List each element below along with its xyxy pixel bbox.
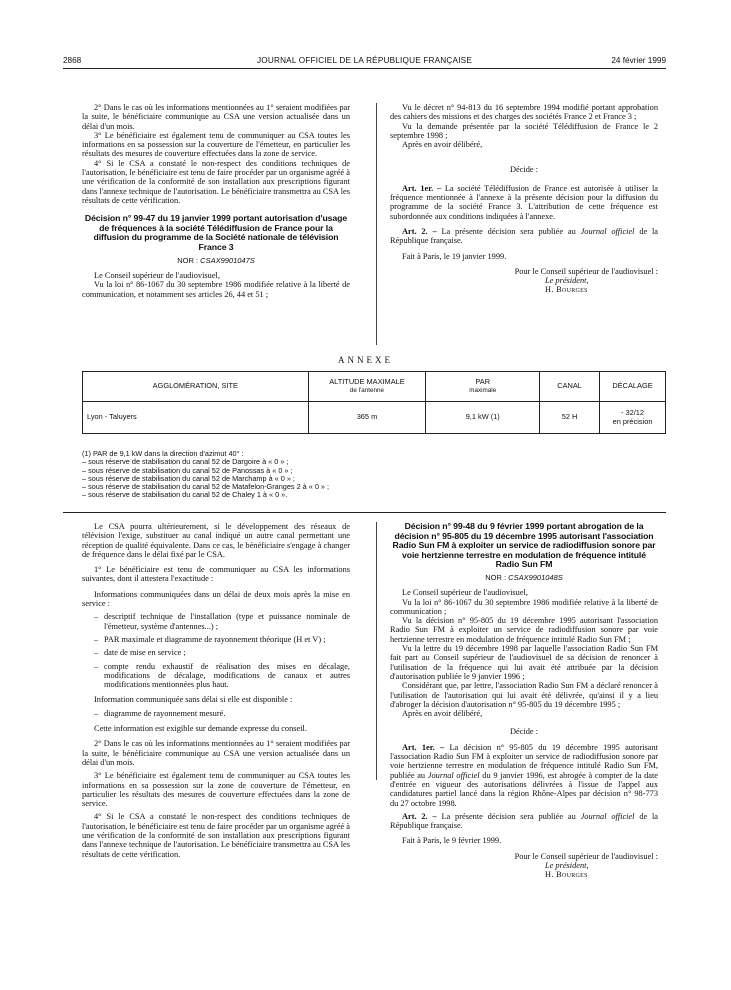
bottom-left-column (82, 522, 350, 859)
column-header: DÉCALAGE (600, 372, 666, 402)
par-cell: 9,1 kW (1) (426, 402, 540, 434)
decision-title: Décision n° 99-47 du 19 janvier 1999 portant autorisation d'usage de fréquences à la société Télédiffusion de France pour la diffusion du programme de la Société nationale de télévision France 3 (84, 213, 348, 253)
list-item: – diagramme de rayonnement mesuré. (94, 709, 350, 718)
column-header: AGGLOMÉRATION, SITE (83, 372, 309, 402)
signature-council: Pour le Conseil supérieur de l'audiovisuel : (514, 266, 658, 276)
column-header: ALTITUDE MAXIMALE de l'antenne (308, 372, 426, 402)
signatory-name: H. Bourges (545, 870, 588, 880)
done-at: Fait à Paris, le 19 janvier 1999. (402, 251, 507, 261)
article-label: Art. 2. – (402, 226, 437, 236)
note-line: – sous réserve de stabilisation du canal 52 de Marchamp à « 0 » ; (82, 473, 295, 483)
canal-cell: 52 H (540, 402, 600, 434)
journal-name: Journal officiel (427, 770, 480, 780)
article-text: La présente décision sera publiée au (441, 811, 576, 821)
top-left-column (82, 103, 350, 299)
note-line: – sous réserve de stabilisation du canal 52 de Matafelon-Granges 2 à « 0 » ; (82, 482, 330, 492)
article-2 (390, 812, 658, 831)
paragraph: Vu la demande présentée par la société Télédiffusion de France le 2 septembre 1998 ; (390, 121, 658, 140)
header-rule (63, 68, 666, 69)
paragraph: 4° Si le CSA a constaté le non-respect des conditions techniques de l'autorisation, le bénéficiaire est tenu de faire procéder par un organisme agréé à une vérification de la conformité de son installation aux prescriptions figurant dans l'annexe technique de l'autorisation. Le bénéficiaire transmettra au CSA les résultats de cette vérification. (82, 158, 350, 205)
list-item: – PAR maximale et diagramme de rayonnement théorique (H et V) ; (94, 635, 350, 644)
article-label: Art. 1er. – (402, 183, 442, 193)
info-list (94, 612, 350, 689)
paragraph: Vu la loi n° 86-1067 du 30 septembre 1986 modifiée relative à la liberté de communication ; (390, 597, 658, 616)
signature-title (390, 276, 658, 285)
decide-heading: Décide : (509, 165, 539, 175)
column-header: CANAL (540, 372, 600, 402)
issue-date: 24 février 1999 (611, 56, 666, 65)
signature-title (390, 861, 658, 870)
paragraph: Cette information est exigible sur demande expresse du conseil. (94, 724, 307, 734)
column-divider (376, 103, 377, 345)
annex-notes (82, 450, 329, 500)
article-1 (390, 184, 658, 221)
column-header: PAR maximale (426, 372, 540, 402)
article-2 (390, 227, 658, 246)
president-label: Le président, (545, 276, 589, 286)
site-cell: Lyon - Taluyers (83, 402, 309, 434)
paragraph: Information communiquée sans délai si elle est disponible : (94, 695, 293, 705)
paragraph: Considérant que, par lettre, l'association Radio Sun FM a déclaré renoncer à l'utilisation de l'autorisation qui lui avait été délivrée, qu'ainsi il y a lieu d'abroger la décision d'autorisation n° 95-805 du 19 décembre 1995 ; (390, 681, 658, 709)
decalage-cell: - 32/12 en précision (600, 402, 666, 434)
decide-heading: Décide : (509, 727, 539, 737)
paragraph: 3° Le bénéficiaire est également tenu de communiquer au CSA toutes les informations en sa possession sur la couverture de l'émetteur, en particulier les résultats des mesures de couverture effectuées dans la zone de service. (82, 130, 350, 159)
note-line: – sous réserve de stabilisation du canal 52 de Panossas à « 0 » ; (82, 465, 293, 475)
paragraph: Vu la décision n° 95-805 du 19 décembre 1995 autorisant l'association Radio Sun FM à exploiter un service de radiodiffusion sonore par voie hertzienne terrestre en modulation de fréquence intitulé Radio Sun FM ; (390, 616, 658, 644)
info-list (94, 709, 350, 718)
done-at: Fait à Paris, le 9 février 1999. (402, 836, 502, 846)
paragraph: 3° Le bénéficiaire est également tenu de communiquer au CSA toutes les informations en sa possession sur la zone de couverture de l'émetteur, en particulier les résultats des mesures de couverture effectuées dans la zone de service. (82, 771, 350, 809)
paragraph: Vu le décret n° 94-813 du 16 septembre 1994 modifié portant approbation des cahiers des missions et des charges des sociétés France 2 et France 3 ; (390, 103, 658, 122)
altitude-cell: 365 m (308, 402, 426, 434)
list-item: – compte rendu exhaustif de réalisation des mises en décalage, modifications de décalage, modifications de canaux et autres modifications mentionnées plus haut. (94, 662, 350, 690)
article-1 (390, 743, 658, 808)
section-rule (63, 512, 666, 513)
note-line: (1) PAR de 9,1 kW dans la direction d'azimut 40° : (82, 449, 244, 458)
top-right-column (390, 103, 658, 295)
note-line: – sous réserve de stabilisation du canal 52 de Dargoire à « 0 » ; (82, 457, 289, 467)
article-text: La société Télédiffusion de France est autorisée à utiliser la fréquence mentionnée à l'annexe à la présente décision pour la diffusion du programme de la société France 3. L'attribution de cette fréquence est subordonnée aux conditions indiquées à l'annexe. (390, 183, 658, 221)
paragraph: Le CSA pourra ultérieurement, si le développement des réseaux de télévision l'exige, substituer au canal indiqué un autre canal permettant une réception de qualité équivalente. Dans ce cas, le bénéficiaire s'engage à changer de fréquence dans le délai fixé par le CSA. (82, 522, 350, 559)
paragraph: Vu la loi n° 86-1067 du 30 septembre 1986 modifiée relative à la liberté de communication, et notamment ses articles 26, 44 et 51 ; (82, 280, 350, 299)
nor-label: NOR : (485, 572, 507, 582)
journal-title: JOURNAL OFFICIEL DE LA RÉPUBLIQUE FRANÇAISE (256, 56, 472, 65)
article-text: La présente décision sera publiée au (441, 226, 576, 236)
page-number: 2868 (63, 56, 82, 65)
decision-title: Décision n° 99-48 du 9 février 1999 portant abrogation de la décision n° 95-805 du 19 décembre 1995 autorisant l'association Radio Sun FM à exploiter un service de radiodiffusion sonore par voie hertzienne terrestre en modulation de fréquence intitulé Radio Sun FM (392, 521, 656, 570)
nor-code: CSAX9901047S (200, 255, 255, 265)
nor-code: CSAX9901048S (508, 572, 563, 582)
nor-label: NOR : (177, 255, 199, 265)
nor-reference (390, 573, 658, 582)
paragraph: 1° Le bénéficiaire est tenu de communiquer au CSA les informations suivantes, dont il attestera l'exactitude : (82, 565, 350, 584)
bottom-right-column (390, 522, 658, 880)
paragraph: Vu la lettre du 19 décembre 1998 par laquelle l'association Radio Sun FM fait part au Conseil supérieur de l'audiovisuel de sa décision de renoncer à l'utilisation de la fréquence qui lui avait été attribuée par la décision d'autorisation publiée le 9 janvier 1996 ; (390, 644, 658, 681)
column-divider (376, 522, 377, 780)
page-header (63, 52, 666, 68)
journal-name: Journal officiel (580, 226, 635, 236)
signature-council: Pour le Conseil supérieur de l'audiovisuel : (514, 851, 658, 861)
list-item: – date de mise en service ; (94, 648, 350, 657)
annex-table (82, 371, 666, 434)
paragraph: Informations communiquées dans un délai de deux mois après la mise en service : (82, 589, 350, 609)
paragraph: Après en avoir délibéré, (402, 709, 483, 719)
article-label: Art. 2. – (402, 811, 437, 821)
paragraph: Après en avoir délibéré, (402, 140, 483, 150)
paragraph: 2° Dans le cas où les informations mentionnées au 1° seraient modifiées par la suite, le bénéficiaire communique au CSA une version actualisée dans un délai d'un mois. (82, 739, 350, 767)
article-text: du 9 janvier 1996, est abrogée à compter de la date d'entrée en vigueur des autorisations délivrées à l'issue de l'appel aux candidatures partiel lancé dans la région Rhône-Alpes par décision n° 98-773 du 27 octobre 1998. (390, 770, 658, 808)
article-text: La décision n° 95-805 du 19 décembre 1995 autorisant l'association Radio Sun FM à exploiter un service de radiodiffusion sonore par voie hertzienne terrestre en modulation de fréquence intitulé Radio Sun FM, publiée au (390, 742, 658, 780)
article-text: de la République française. (390, 811, 659, 831)
article-text: de la République française. (390, 226, 659, 246)
table-header-row (83, 372, 666, 402)
president-label: Le président, (545, 860, 589, 870)
paragraph: 4° Si le CSA a constaté le non-respect des conditions techniques de l'autorisation, le bénéficiaire est tenu de faire procéder par un organisme agréé à une vérification de la conformité de son installation aux prescriptions figurant dans l'annexe technique de l'autorisation. Le bénéficiaire transmettra au CSA les résultats de cette vérification. (82, 812, 350, 859)
table-row (83, 402, 666, 434)
note-line: – sous réserve de stabilisation du canal 52 de Chaley 1 à « 0 ». (82, 490, 288, 500)
annex-title: ANNEXE (338, 355, 393, 365)
paragraph: 2° Dans le cas où les informations mentionnées au 1° seraient modifiées par la suite, le bénéficiaire communique au CSA une version actualisée dans un délai d'un mois. (82, 103, 350, 131)
paragraph: Le Conseil supérieur de l'audiovisuel, (94, 270, 220, 280)
article-label: Art. 1er. – (402, 742, 445, 752)
paragraph: Le Conseil supérieur de l'audiovisuel, (402, 588, 528, 598)
signatory-name: H. Bourges (545, 285, 588, 295)
journal-name: Journal officiel (580, 811, 635, 821)
nor-reference (82, 256, 350, 265)
list-item: – descriptif technique de l'installation (type et puissance nominale de l'émetteur, système d'antennes...) ; (94, 612, 350, 631)
